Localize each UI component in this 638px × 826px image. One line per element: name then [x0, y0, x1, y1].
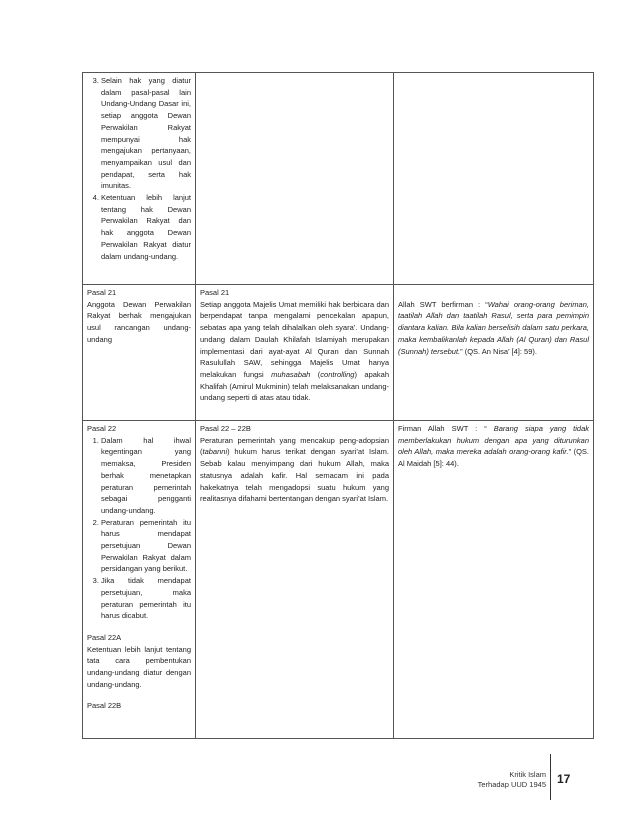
footer-subtitle: Terhadap UUD 1945: [477, 780, 546, 789]
list-item: 2. Peraturan pemerintah itu harus mendapat persetujuan Dewan Perwakilan Rakyat dalam persidangan yang berikut.: [101, 517, 191, 576]
uud-cell: [83, 285, 196, 421]
article-text: Anggota Dewan Perwakilan Rakyat berhak mengajukan usul rancangan undang-undang: [87, 299, 191, 344]
article-title: Pasal 22A: [87, 632, 122, 642]
list-item: 3. Jika tidak mendapat persetujuan, maka peraturan pemerintah itu harus dicabut.: [101, 575, 191, 622]
dalil-cell: [394, 73, 594, 285]
table-row: [83, 73, 594, 285]
article-title: Pasal 21: [87, 288, 117, 297]
uud-cell: [83, 421, 196, 739]
dalil-cell: [394, 285, 594, 421]
article-text: Ketentuan lebih lanjut tentang tata cara pembentukan undang-undang diatur dengan undang-undang.: [87, 644, 191, 689]
list-item: 3. Selain hak yang diatur dalam pasal-pasal lain Undang-Undang Dasar ini, setiap anggota Dewan Perwakilan Rakyat mempunyai hak mengajukan pertanyaan, menyampaikan usul dan pendapat, serta hak imunitas.: [101, 75, 191, 192]
uud-cell: [83, 73, 196, 285]
footer-divider: [550, 754, 551, 800]
article-title: Pasal 22: [87, 424, 117, 433]
article-title: Pasal 22 – 22B: [200, 424, 251, 433]
page-footer: [478, 770, 546, 790]
dalil-cell: [394, 421, 594, 739]
list-item: 1. Dalam hal ihwal kegentingan yang memaksa, Presiden berhak menetapkan peraturan pemerintah sebagai pengganti undang-undang.: [101, 435, 191, 517]
quran-quote: Firman Allah SWT : “ Barang siapa yang tidak memberlakukan hukum dengan apa yang diturunkan oleh Allah, maka mereka adalah orang-orang kafir.” (QS. Al Maidah [5]: 44).: [398, 424, 590, 469]
explanation-text: Peraturan pemerintah yang mencakup peng-adopsian (tabanni) hukum harus terikat dengan syari’at Islam. Sebab kalau menyimpang dari hukum Allah, maka statusnya adalah kafir. Hal semacam ini pada hakekatnya telah mengadopsi suatu hukum yang realitasnya difahami bertentangan dengan syari’at Islam.: [200, 435, 389, 504]
table-row: [83, 421, 594, 739]
list-item: 4. Ketentuan lebih lanjut tentang hak Dewan Perwakilan Rakyat dan hak anggota Dewan Perwakilan Rakyat diatur dalam undang-undang.: [101, 192, 191, 262]
islam-cell: [196, 421, 394, 739]
article-title: Pasal 22B: [87, 701, 122, 711]
comparison-table: [82, 72, 594, 739]
table-row: [83, 285, 594, 421]
quran-quote: Allah SWT berfirman : “Wahai orang-orang beriman, taatilah Allah dan taatilah Rasul, serta para pemimpin diantara kalian. Bila kalian berselisih dalam satu perkara, maka kembalikanlah kepada Allah (Al Quran) dan Rasul (Sunnah) tersebut.” (QS. An Nisa’ [4]: 59).: [398, 299, 589, 356]
article-list: [87, 435, 191, 622]
page-number: 17: [557, 772, 571, 786]
explanation-text: Setiap anggota Majelis Umat memiliki hak berbicara dan berpendapat tanpa mengalami pencekalan apapun, sebatas apa yang telah dihalalkan oleh syara’. Undang-undang dalam Daulah Khilafah Islamiyah merupakan implementasi dari ayat-ayat Al Quran dan Sunnah Rasulullah SAW, sehingga Majelis Umat hanya melakukan fungsi muhasabah (controlling) apakah Khalifah (Amirul Mukminin) telah melaksanakan undang-undang seperti di atas atau tidak.: [200, 299, 389, 403]
islam-cell: [196, 73, 394, 285]
article-list: [87, 75, 191, 262]
islam-cell: [196, 285, 394, 421]
footer-title: Kritik Islam: [509, 770, 546, 779]
article-title: Pasal 21: [200, 288, 230, 297]
